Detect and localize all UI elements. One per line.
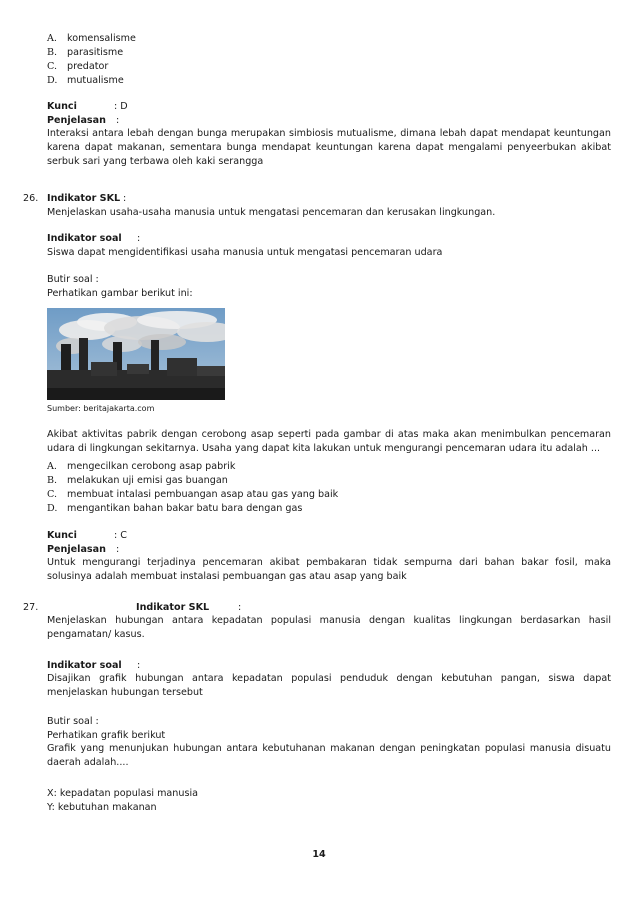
q25-option-a-letter: A. <box>47 33 57 44</box>
q27-indikator-skl-label: Indikator SKL <box>136 602 210 613</box>
photo-caption: Sumber: beritajakarta.com <box>47 404 155 413</box>
q25-kunci-label: Kunci <box>47 101 77 112</box>
q25-option-c-text: predator <box>67 61 109 72</box>
q25-option-a-text: komensalisme <box>67 33 136 44</box>
q25-option-d-text: mutualisme <box>67 75 124 86</box>
q25-option-b-letter: B. <box>47 47 58 58</box>
q27-question-text: Grafik yang menunjukan hubungan antara kebutuhanan makanan dengan peningkatan populasi manusia disuatu daerah adalah.... <box>47 743 611 768</box>
q26-indikator-soal-colon: : <box>137 233 141 244</box>
q26-butir-label: Butir soal : <box>47 274 99 285</box>
q25-penjelasan-colon: : <box>116 115 120 126</box>
q26-perhatikan: Perhatikan gambar berikut ini: <box>47 288 193 299</box>
q27-x-label: X: kepadatan populasi manusia <box>47 788 198 799</box>
q26-option-c-letter: C. <box>47 489 58 500</box>
factory-smokestack-photo <box>47 308 225 400</box>
q27-butir-label: Butir soal : <box>47 716 99 727</box>
q26-indikator-skl-label: Indikator SKL <box>47 193 121 204</box>
q27-number: 27. <box>23 602 39 613</box>
q27-perhatikan: Perhatikan grafik berikut <box>47 730 166 741</box>
q25-penjelasan-label: Penjelasan <box>47 115 106 126</box>
q26-indikator-soal-text: Siswa dapat mengidentifikasi usaha manusia untuk mengatasi pencemaran udara <box>47 247 443 258</box>
q25-kunci-value: : D <box>114 101 128 112</box>
q25-penjelasan-text: Interaksi antara lebah dengan bunga merupakan simbiosis mutualisme, dimana lebah dapat mendapat keuntungan karena dapat makanan, sementara bunga mendapat keuntungan karena dapat mengalami penyeerbukan akibat serbuk sari yang terbawa oleh kaki serangga <box>47 128 611 167</box>
q26-kunci-label: Kunci <box>47 530 77 541</box>
q26-indikator-skl-colon: : <box>123 193 127 204</box>
q26-kunci-value: : C <box>114 530 127 541</box>
q27-y-label: Y: kebutuhan makanan <box>47 802 157 813</box>
q26-penjelasan-label: Penjelasan <box>47 544 106 555</box>
q27-indikator-skl-text: Menjelaskan hubungan antara kepadatan populasi manusia dengan kualitas lingkungan berdasarkan hasil pengamatan/ kasus. <box>47 615 611 640</box>
q26-penjelasan-text: Untuk mengurangi terjadinya pencemaran akibat pembakaran tidak sempurna dari bahan bakar fosil, maka solusinya adalah membuat instalasi pembuangan gas atau asap yang baik <box>47 557 611 582</box>
q27-indikator-soal-colon: : <box>137 660 141 671</box>
q27-indikator-soal-text: Disajikan grafik hubungan antara kepadatan populasi penduduk dengan kebutuhan pangan, siswa dapat menjelaskan hubungan tersebut <box>47 673 611 698</box>
q26-option-a-letter: A. <box>47 461 57 472</box>
q27-indikator-soal-label: Indikator soal <box>47 660 122 671</box>
q26-number: 26. <box>23 193 39 204</box>
q26-option-c-text: membuat intalasi pembuangan asap atau gas yang baik <box>67 489 339 500</box>
q26-penjelasan-colon: : <box>116 544 120 555</box>
q26-option-b-text: melakukan uji emisi gas buangan <box>67 475 228 486</box>
q26-option-a-text: mengecilkan cerobong asap pabrik <box>67 461 236 472</box>
q26-option-d-text: mengantikan bahan bakar batu bara dengan gas <box>67 503 303 514</box>
q25-option-d-letter: D. <box>47 75 58 86</box>
q26-indikator-skl-text: Menjelaskan usaha-usaha manusia untuk mengatasi pencemaran dan kerusakan lingkungan. <box>47 207 496 218</box>
page-number: 14 <box>312 849 326 860</box>
q26-indikator-soal-label: Indikator soal <box>47 233 122 244</box>
q26-option-b-letter: B. <box>47 475 58 486</box>
q25-option-b-text: parasitisme <box>67 47 124 58</box>
q26-option-d-letter: D. <box>47 503 58 514</box>
q25-option-c-letter: C. <box>47 61 58 72</box>
q26-question-text: Akibat aktivitas pabrik dengan cerobong asap seperti pada gambar di atas maka akan menimbulkan pencemaran udara di lingkungan sekitarnya. Usaha yang dapat kita lakukan untuk mengurangi pencemaran udara itu adalah ... <box>47 429 611 454</box>
q27-indikator-skl-colon: : <box>238 602 242 613</box>
